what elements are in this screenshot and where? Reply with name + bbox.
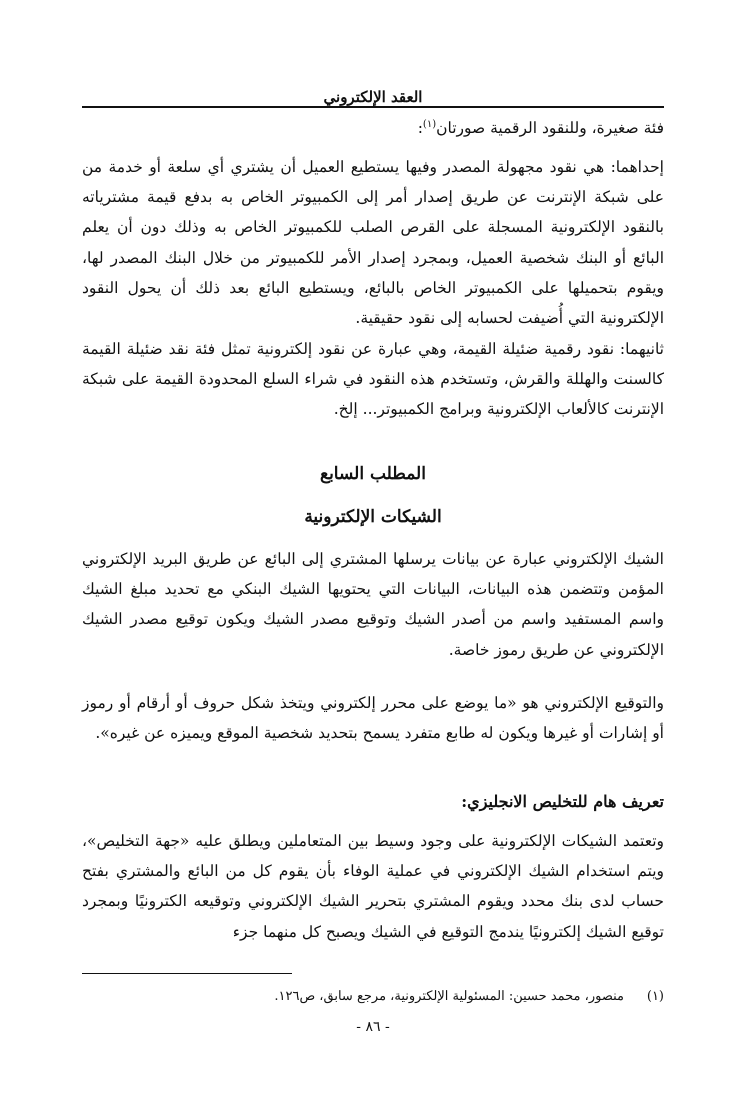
section-heading: المطلب السابع: [320, 464, 426, 484]
subheading-clearing: تعريف هام للتخليص الانجليزي:: [461, 792, 664, 811]
intro-text: فئة صغيرة، وللنقود الرقمية صورتان: [436, 119, 664, 138]
page-number: - ٨٦ -: [356, 1019, 390, 1035]
running-head: العقد الإلكتروني: [323, 88, 423, 106]
header-rule: [82, 106, 664, 108]
paragraph-clearing: وتعتمد الشيكات الإلكترونية على وجود وسيط بين المتعاملين ويطلق عليه «جهة التخليص»، ويتم استخدام الشيك الإلكتروني في عملية الوفاء بأن يقوم كل من البائع والمشتري بفتح حساب لدى بنك محدد ويقوم المشتري بتحرير الشيك الإلكتروني وتوقيعه الكترونيًا وبمجرد توقيع الشيك إلكترونيًا يندمج التوقيع في الشيك ويصبح كل منهما جزء: [82, 832, 664, 941]
section-title: الشيكات الإلكترونية: [304, 507, 442, 527]
footnote-ref: (١): [422, 119, 437, 130]
paragraph-intro: [82, 110, 664, 143]
paragraph-second-type: ثانيهما: نقود رقمية ضئيلة القيمة، وهي عبارة عن نقود إلكترونية تمثل فئة نقد ضئيلة القيمة كالسنت والهللة والقرش، وتستخدم هذه النقود في شراء السلع المحدودة القيمة على شبكة الإنترنت كالألعاب الإلكترونية وبرامج الكمبيوتر... إلخ.: [82, 340, 664, 419]
paragraph-first-type: إحداهما: هي نقود مجهولة المصدر وفيها يستطيع العميل أن يشتري أي سلعة أو خدمة من على شبكة الإنترنت عن طريق إصدار أمر إلى الكمبيوتر الخاص به بدفع قيمة مشترياته بالنقود الإلكترونية المسجلة على القرص الصلب للكمبيوتر الخاص به وذلك دون أن يعلم البائع أو البنك شخصية العميل، وبمجرد إصدار الأمر للكمبيوتر من خلال البنك المصدر لها، ويقوم بتحميلها على الكمبيوتر الخاص بالبائع، ويستطيع البائع بعد ذلك أن يحول النقود الإلكترونية التي أُضيفت لحسابه إلى نقود حقيقية.: [82, 158, 664, 328]
document-page: [82, 74, 664, 1074]
footnote: [82, 989, 664, 1004]
footnote-text: منصور، محمد حسين: المسئولية الإلكترونية، مرجع سابق، ص١٢٦.: [274, 989, 624, 1004]
paragraph-electronic-check: الشيك الإلكتروني عبارة عن بيانات يرسلها المشتري إلى البائع عن طريق البريد الإلكتروني المؤمن وتتضمن هذه البيانات، البيانات التي يحتويها الشيك البنكي مع تحديد مبلغ الشيك واسم المستفيد واسم من أصدر الشيك وتوقيع مصدر الشيك ويكون توقيع مصدر الشيك الإلكتروني عن طريق رموز خاصة.: [82, 550, 664, 659]
intro-colon: :: [417, 119, 423, 138]
footnote-number: (١): [646, 989, 664, 1004]
paragraph-electronic-signature: والتوقيع الإلكتروني هو «ما يوضع على محرر إلكتروني ويتخذ شكل حروف أو أرقام أو رموز أو إشارات أو غيرها ويكون له طابع متفرد يسمح بتحديد شخصية الموقع ويميزه عن غيره».: [82, 694, 664, 743]
footnote-rule: [82, 973, 292, 974]
